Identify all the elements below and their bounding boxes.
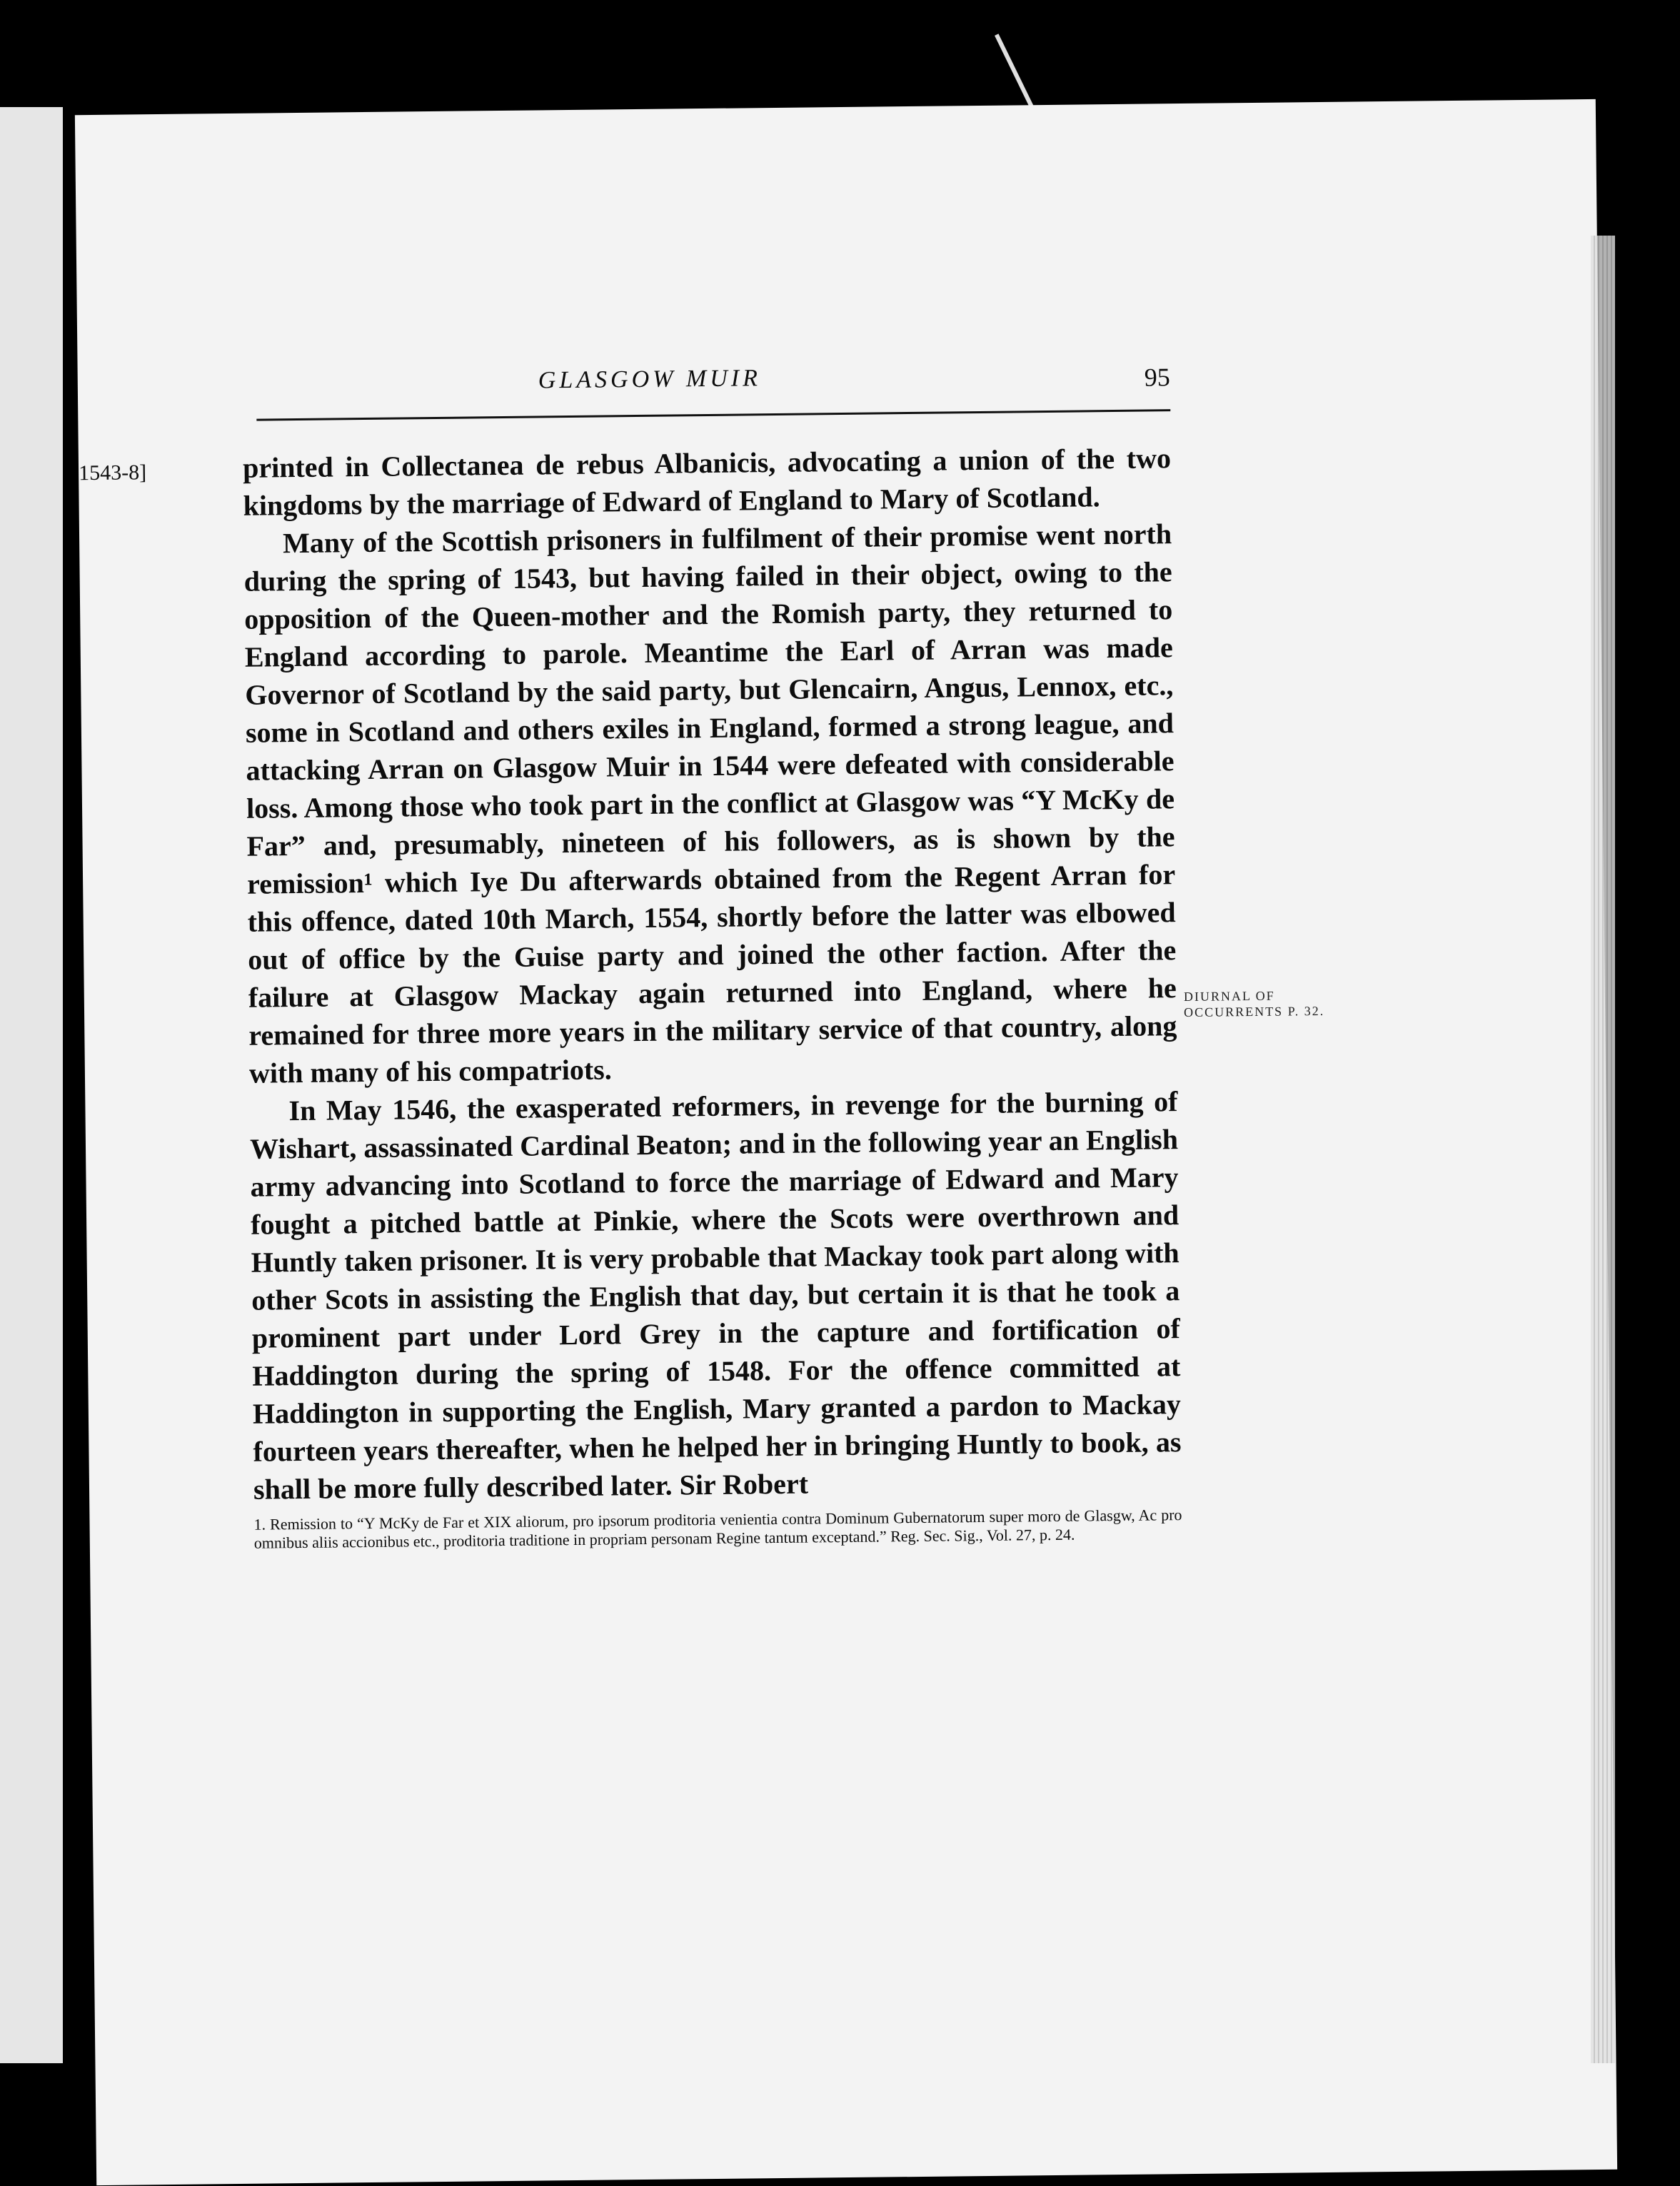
- header-rule: [256, 409, 1170, 420]
- book-page: [75, 99, 1617, 2185]
- running-head: [242, 361, 1171, 449]
- paragraph-2: Many of the Scottish prisoners in fulfilment of their promise went north during the spring of 1543, but having failed in their object, owing to the opposition of the Queen-mother and the Romish party, they returned to England according to parole. Meantime the Earl of Arran was made Governor of Scotland by the said party, but Glencairn, Angus, Lennox, etc., some in Scotland and others exiles in England, formed a strong league, and attacking Arran on Glasgow Muir in 1544 were defeated with considerable loss. Among those who took part in the conflict at Glasgow was “Y McKy de Far” and, presumably, nineteen of his followers, as is shown by the remission¹ which Iye Du afterwards obtained from the Regent Arran for this offence, dated 10th March, 1554, shortly before the latter was elbowed out of office by the Guise party and joined the other faction. After the failure at Glasgow Mackay again returned into England, where he remained for three more years in the military service of that country, along with many of his compatriots.: [243, 518, 1177, 1089]
- margin-note: DIURNAL OF OCCURRENTS P. 32.: [1183, 988, 1325, 1020]
- page-stack-edge: [1591, 236, 1615, 2063]
- footnote: 1. Remission to “Y McKy de Far et XIX aliorum, pro ipsorum proditoria venientia contra Dominum Gubernatorum super moro de Glasgw, Ac pro omnibus aliis accionibus etc., proditoria traditione in propriam personam Regine tantum exceptand.” Reg. Sec. Sig., Vol. 27, p. 24.: [253, 1506, 1182, 1552]
- paragraph-3: In May 1546, the exasperated reformers, in revenge for the burning of Wishart, assassinated Cardinal Beaton; and in the following year an English army advancing into Scotland to force the marriage of Edward and Mary fought a pitched battle at Pinkie, where the Scots were overthrown and Huntly taken prisoner. It is very probable that Mackay took part along with other Scots in assisting the English that day, but certain it is that he took a prominent part under Lord Grey in the capture and fortification of Haddington during the spring of 1548. For the offence committed at Haddington in supporting the English, Mary granted a pardon to Mackay fourteen years thereafter, when he helped her in bringing Huntly to book, as shall be more fully described later. Sir Robert: [249, 1085, 1182, 1506]
- margin-date: 1543-8]: [78, 460, 147, 485]
- adjacent-page-edge: [0, 107, 63, 2063]
- page-content: [78, 361, 1325, 1553]
- running-title: GLASGOW MUIR: [538, 365, 762, 394]
- body-text: [243, 439, 1182, 1508]
- page-number: 95: [1144, 363, 1171, 392]
- paragraph-1: printed in Collectanea de rebus Albanicis, advocating a union of the two kingdoms by the marriage of Edward of England to Mary of Scotland.: [242, 442, 1172, 522]
